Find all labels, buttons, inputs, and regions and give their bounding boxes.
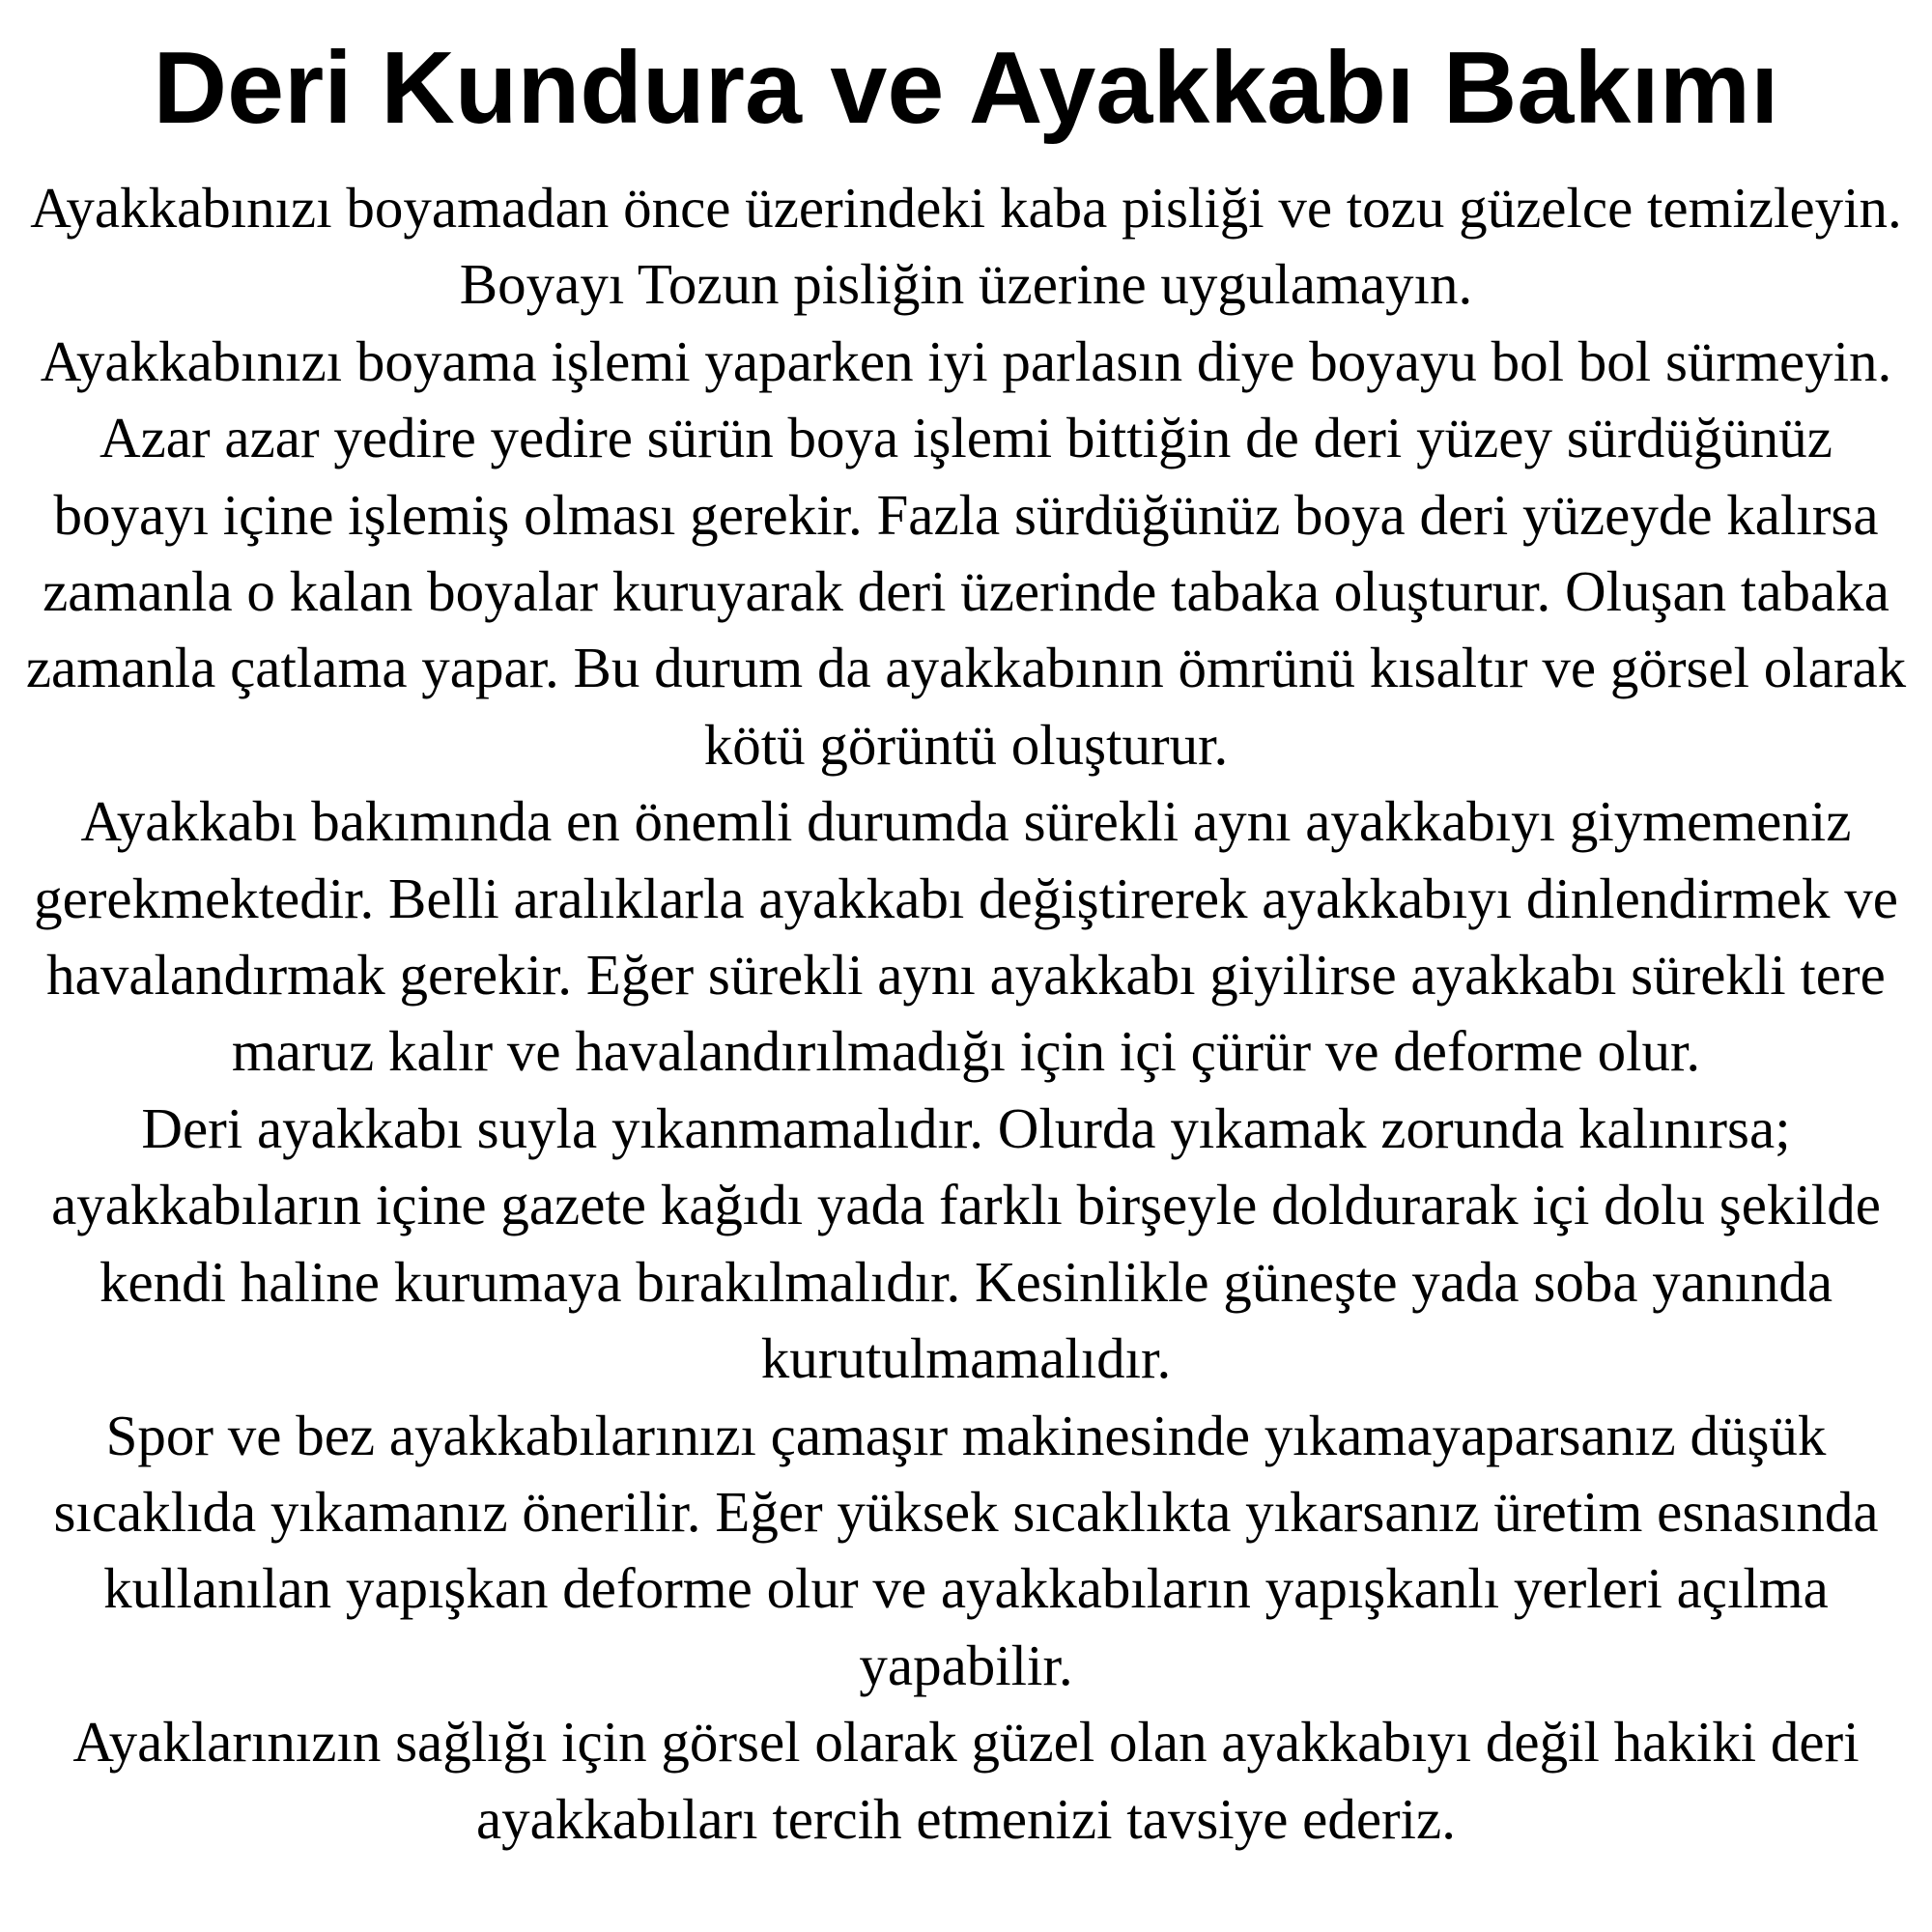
paragraph-cleaning: Ayakkabınızı boyamadan önce üzerindeki kaba pisliği ve tozu güzelce temizleyin. Boyayı Tozun pisliğin üzerine uygulamayın. <box>30 176 1902 317</box>
paragraph-washing-leather: Deri ayakkabı suyla yıkanmamalıdır. Olurda yıkamak zorunda kalınırsa; ayakkabıların içine gazete kağıdı yada farklı birşeyle doldurarak içi dolu şekilde kendi haline kurumaya bırakılmalıdır. Kesinlikle güneşte yada soba yanında kurutulmamalıdır. <box>51 1095 1881 1391</box>
paragraph-washing-sport: Spor ve bez ayakkabılarınızı çamaşır makinesinde yıkamayaparsanız düşük sıcaklıda yıkamanız önerilir. Eğer yüksek sıcaklıkta yıkarsanız üretim esnasında kullanılan yapışkan deforme olur ve ayakkabıların yapışkanlı yerleri açılma yapabilir. <box>53 1403 1879 1697</box>
document-title: Deri Kundura ve Ayakkabı Bakımı <box>153 31 1779 145</box>
paragraph-polishing: Ayakkabınızı boyama işlemi yaparken iyi parlasın diye boyayu bol bol sürmeyin. Azar azar yedire yedire sürün boya işlemi bittiğin de deri yüzey sürdüğünüz boyayı içine işlemiş olması gerekir. Fazla sürdüğünüz boya deri yüzeyde kalırsa zamanla o kalan boyalar kuruyarak deri üzerinde tabaka oluşturur. Oluşan tabaka zamanla çatlama yapar. Bu durum da ayakkabının ömrünü kısaltır ve görsel olarak kötü görüntü oluşturur. <box>25 328 1907 777</box>
document-body <box>21 170 1911 1858</box>
paragraph-rotation: Ayakkabı bakımında en önemli durumda sürekli aynı ayakkabıyı giymemeniz gerekmektedir. Belli aralıklarla ayakkabı değiştirerek ayakkabıyı dinlendirmek ve havalandırmak gerekir. Eğer sürekli aynı ayakkabı giyilirse ayakkabı sürekli tere maruz kalır ve havalandırılmadığı için içi çürür ve deforme olur. <box>34 789 1898 1084</box>
paragraph-recommendation: Ayaklarınızın sağlığı için görsel olarak güzel olan ayakkabıyı değil hakiki deri ayakkabıları tercih etmenizi tavsiye ederiz. <box>72 1710 1860 1851</box>
